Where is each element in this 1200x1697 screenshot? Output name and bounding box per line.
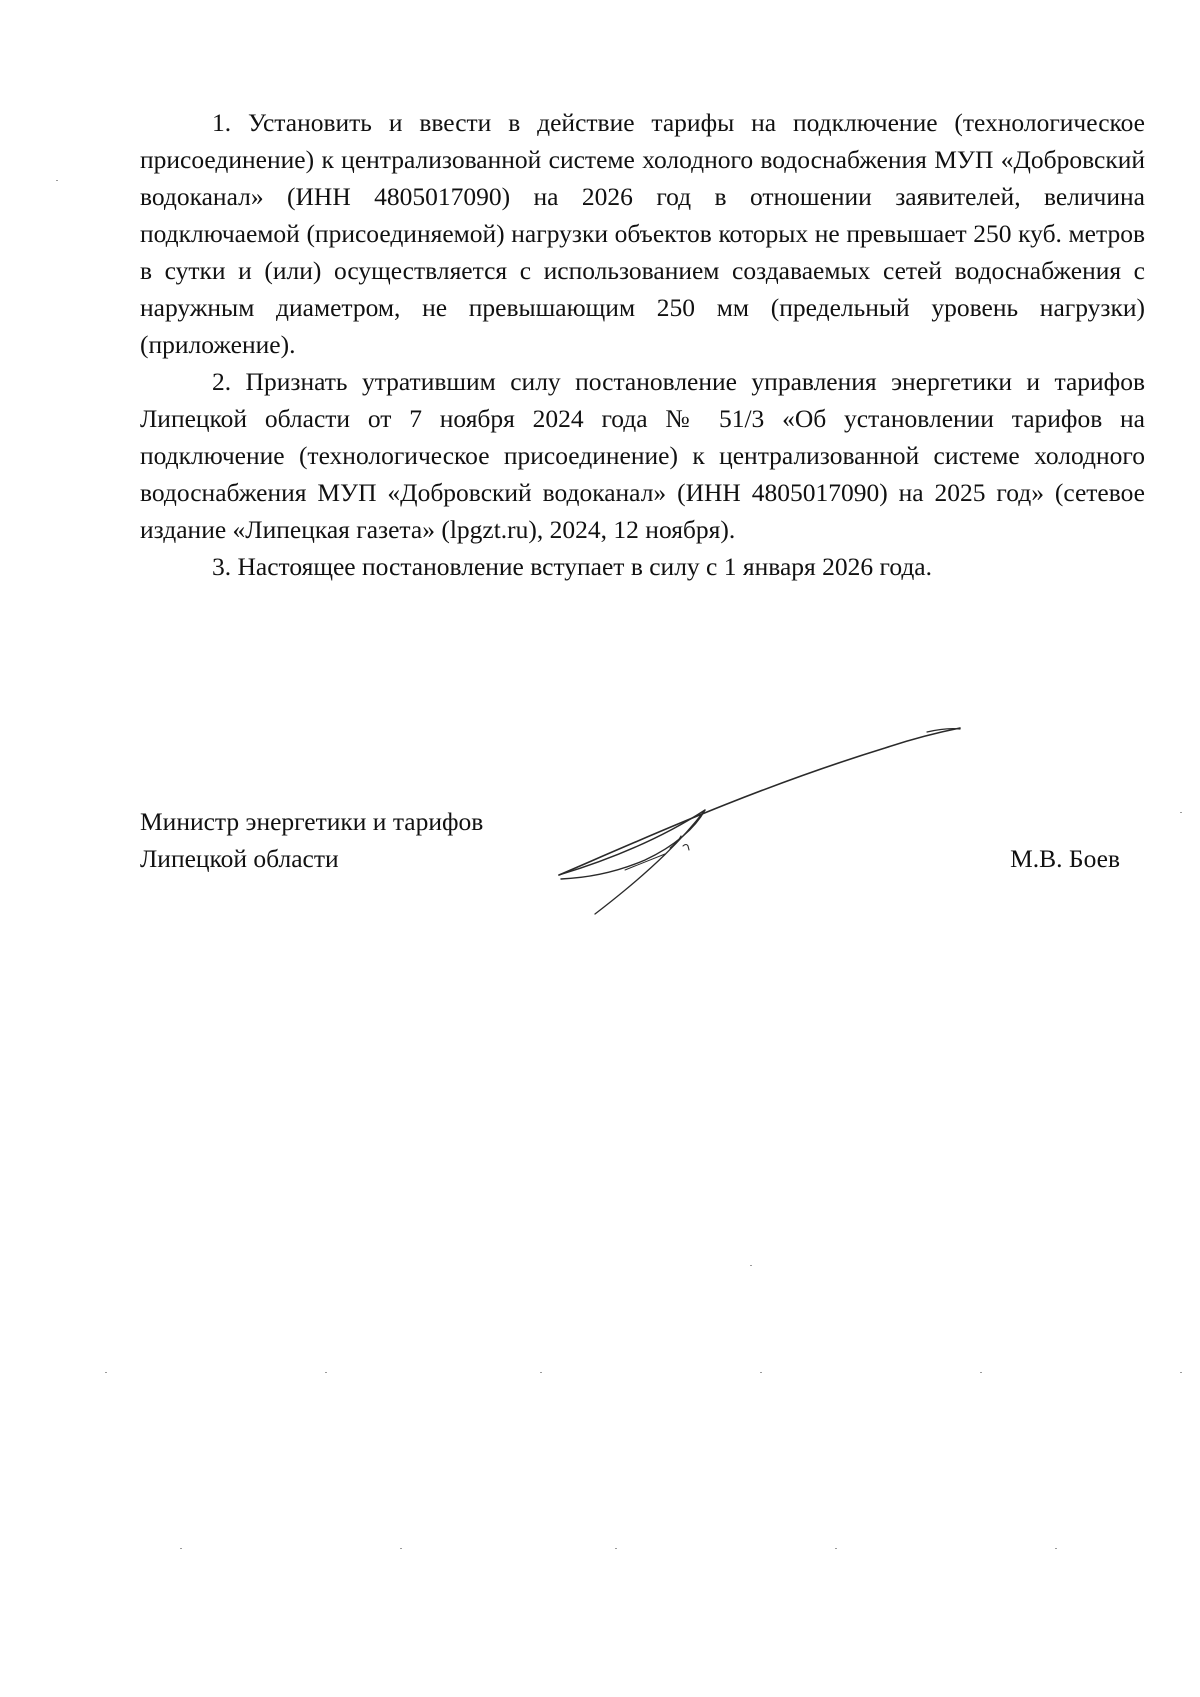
scan-speck	[760, 1372, 762, 1373]
scan-speck	[750, 1265, 752, 1266]
signatory-name: М.В. Боев	[1010, 844, 1120, 873]
signatory-position-line-2: Липецкой области	[140, 844, 339, 873]
scan-speck	[1180, 1372, 1182, 1373]
scan-speck	[325, 1372, 327, 1373]
scan-speck	[400, 1548, 402, 1549]
signatory-position-line-1: Министр энергетики и тарифов	[140, 807, 484, 836]
scan-speck	[835, 1548, 837, 1549]
scan-speck	[1180, 812, 1182, 813]
paragraph-2: 2. Признать утратившим силу постановление управления энергетики и тарифов Липецкой области от 7 ноября 2024 года № 51/3 «Об установлении тарифов на подключение (технологическое присоединение) к централизованной системе холодного водоснабжения МУП «Добровский водоканал» (ИНН 4805017090) на 2025 год» (сетевое издание «Липецкая газета» (lpgzt.ru), 2024, 12 ноября).	[140, 367, 1145, 544]
scan-speck	[980, 1372, 982, 1373]
scan-speck	[180, 1548, 182, 1549]
paragraph-1: 1. Установить и ввести в действие тарифы на подключение (технологическое присоединение) к централизованной системе холодного водоснабжения МУП «Добровский водоканал» (ИНН 4805017090) на 2026 год в отношении заявителей, величина подключаемой (присоединяемой) нагрузки объектов которых не превышает 250 куб. метров в сутки и (или) осуществляется с использованием создаваемых сетей водоснабжения с наружным диаметром, не превышающим 250 мм (предельный уровень нагрузки) (приложение).	[140, 108, 1145, 359]
scan-speck	[1055, 1548, 1057, 1549]
scan-speck	[56, 180, 58, 181]
document-body	[140, 104, 1145, 585]
scan-speck	[615, 1548, 617, 1549]
scan-speck	[540, 1372, 542, 1373]
handwritten-signature	[555, 708, 965, 918]
signatory-position	[140, 803, 483, 877]
paragraph-3: 3. Настоящее постановление вступает в силу с 1 января 2026 года.	[212, 552, 933, 581]
scan-speck	[105, 1372, 107, 1373]
